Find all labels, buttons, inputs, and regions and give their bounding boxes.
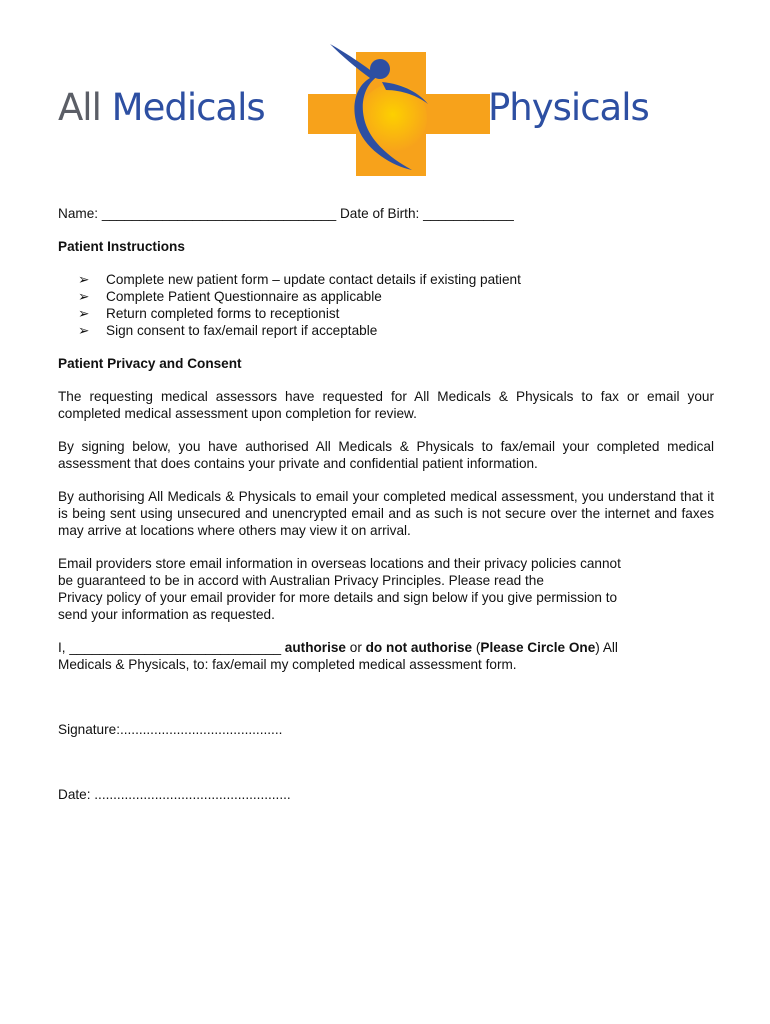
logo-text-all: All [58,86,112,129]
list-item: ➢ Return completed forms to receptionist [58,305,714,322]
privacy-paragraph-4: Email providers store email information in overseas locations and their privacy policies cannot be guaranteed to be in accord with Australian Privacy Principles. Please read the Privacy policy of your email provider for more details and sign below if you give permission to send your information as requested. [58,556,621,622]
consent-statement: I, ____________________________ authorise or do not authorise (Please Circle One) All Medicals & Physicals, to: fax/email my completed medical assessment form. [58,640,618,672]
privacy-paragraph-1: The requesting medical assessors have requested for All Medicals & Physicals to fax or email your completed medical assessment upon completion for review. [58,389,714,421]
name-dob-line[interactable]: Name: _______________________________ Date of Birth: ____________ [58,206,514,221]
logo [0,0,770,185]
privacy-paragraph-3: By authorising All Medicals & Physicals to email your completed medical assessment, you understand that it is being sent using unsecured and unencrypted email and as such is not secure over the internet and faxes may arrive at locations where others may view it on arrival. [58,489,714,538]
medical-cross-figure-icon [308,38,494,178]
privacy-heading: Patient Privacy and Consent [58,356,242,371]
arrow-bullet-icon: ➢ [78,289,90,304]
authorise-option[interactable]: authorise [284,640,346,655]
list-item: ➢ Sign consent to fax/email report if acceptable [58,322,714,339]
form-body [58,205,714,803]
do-not-authorise-option[interactable]: do not authorise [365,640,473,655]
signature-field[interactable]: Signature:........................................... [58,722,283,737]
consent-name-field[interactable]: I, ____________________________ [58,640,285,655]
logo-text-physicals: Physicals [488,86,649,129]
list-item: ➢ Complete new patient form – update contact details if existing patient [58,271,714,288]
instructions-heading: Patient Instructions [58,239,185,254]
instructions-list [58,271,714,339]
arrow-bullet-icon: ➢ [78,306,90,321]
date-field[interactable]: Date: .................................................... [58,787,291,802]
arrow-bullet-icon: ➢ [78,323,90,338]
logo-text-medicals: Medicals [111,86,265,129]
arrow-bullet-icon: ➢ [78,272,90,287]
logo-text-all-medicals [58,86,265,129]
privacy-paragraph-2: By signing below, you have authorised All Medicals & Physicals to fax/email your completed medical assessment that does contains your private and confidential patient information. [58,439,714,471]
circle-instruction: Please Circle One [480,640,596,655]
list-item: ➢ Complete Patient Questionnaire as applicable [58,288,714,305]
